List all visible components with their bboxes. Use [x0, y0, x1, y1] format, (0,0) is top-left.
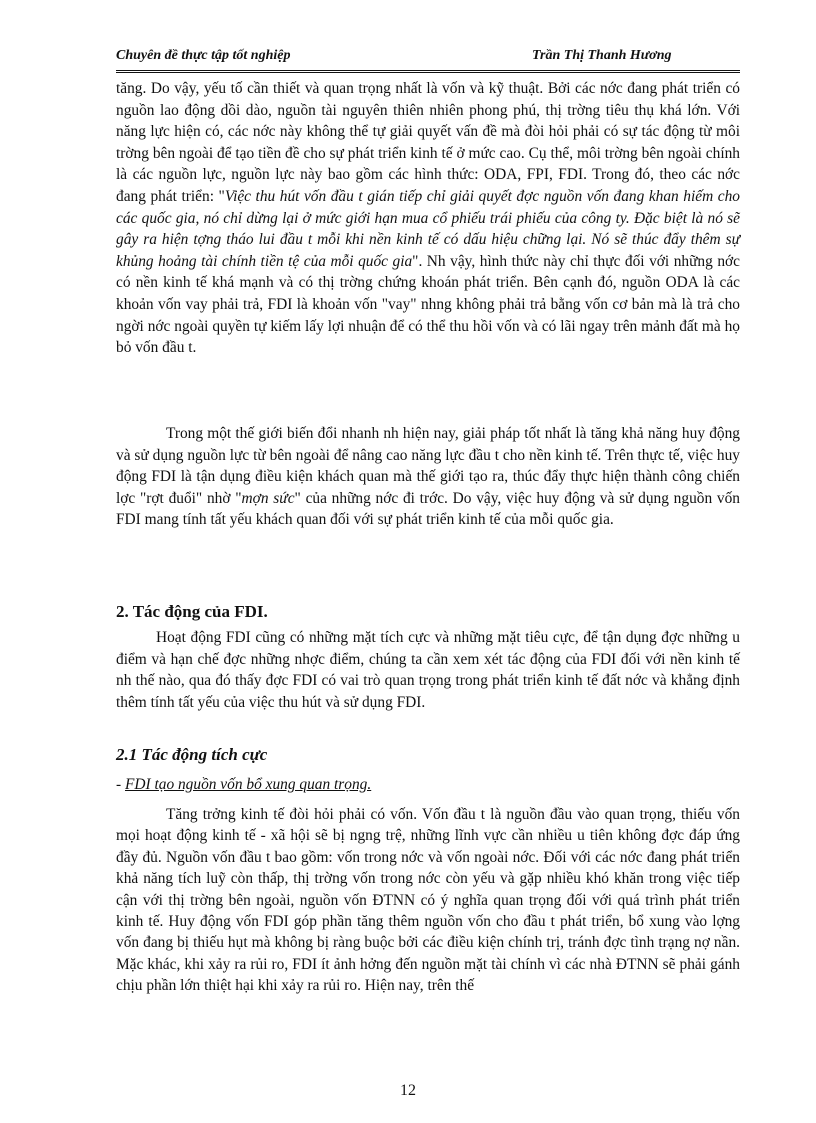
- paragraph-1-quote: Việc thu hút vốn đầu t gián tiếp chỉ giải quyết đợc nguồn vốn đang khan hiếm cho các quốc gia, nó chỉ dừng lại ở mức giới hạn mua cổ phiếu trái phiếu của công ty. Đặc biệt là nó sẽ gây ra hiện tợng tháo lui đầu t mỗi khi nền kinh tế có dấu hiệu chững lại. Nó sẽ thúc đẩy thêm sự khủng hoảng tài chính tiền tệ của mỗi quốc gia: [116, 187, 740, 270]
- paragraph-2-text-b: " của những nớc đi trớc. Do vậy, việc huy động và sử dụng nguồn vốn FDI mang tính tất yếu khách quan đối với sự phát triển kinh tế của mỗi quốc gia.: [116, 489, 740, 529]
- paragraph-2: [116, 423, 740, 531]
- bullet-dash: -: [116, 776, 125, 793]
- paragraph-2-quote: mợn sức: [241, 489, 295, 507]
- paragraph-2-text-a: Trong một thế giới biến đổi nhanh nh hiện nay, giải pháp tốt nhất là tăng khả năng huy động và sử dụng nguồn lực từ bên ngoài để nâng cao năng lực đầu t cho nền kinh tế. Trên thực tế, việc huy động FDI là tận dụng điều kiện khách quan mà thế giới tạo ra, thúc đẩy thực hiện thành công chiến lợc "rợt đuổi" nhờ ": [116, 425, 740, 507]
- paragraph-3: Hoạt động FDI cũng có những mặt tích cực và những mặt tiêu cực, để tận dụng đợc những u điểm và hạn chế đợc những nhợc điểm, chúng ta cần xem xét tác động của FDI đối với nền kinh tế nh thế nào, qua đó thấy đợc FDI có vai trò quan trọng trong phát triển kinh tế đất nớc và khẳng định thêm tính tất yếu của việc thu hút và sử dụng FDI.: [116, 629, 740, 711]
- page-number: 12: [400, 1082, 416, 1099]
- header-author: Trần Thị Thanh Hương: [532, 48, 672, 63]
- bullet-text: FDI tạo nguồn vốn bổ xung quan trọng.: [124, 776, 372, 793]
- paragraph-4: Tăng trởng kinh tế đòi hỏi phải có vốn. Vốn đầu t là nguồn đầu vào quan trọng, thiếu vốn mọi hoạt động kinh tế - xã hội sẽ bị ngng trệ, những lĩnh vực cần nhiều u tiên không đợc đáp ứng đầy đủ. Nguồn vốn đầu t bao gồm: vốn trong nớc và vốn ngoài nớc. Đối với các nớc đang phát triển khả năng tích luỹ còn thấp, thị trờng vốn trong nớc còn yếu và gặp nhiều khó khăn trong việc tiếp cận với thị trờng bên ngoài, nguồn vốn ĐTNN có ý nghĩa quan trọng đối với quá trình phát triển kinh tế. Huy động vốn FDI góp phần tăng thêm nguồn vốn cho đầu t phát triển, bổ xung vào lợng vốn đang bị thiếu hụt mà không bị ràng buộc bởi các điều kiện chính trị, tránh đợc tình trạng nợ nần. Mặc khác, khi xảy ra rủi ro, FDI ít ảnh hởng đến nguồn mặt tài chính vì các nhà ĐTNN sẽ phải gánh chịu phần lớn thiệt hại khi xảy ra rủi ro. Hiện nay, trên thế: [116, 806, 740, 995]
- header-title: Chuyên đề thực tập tốt nghiệp: [116, 48, 291, 63]
- header-divider: [116, 70, 740, 73]
- paragraph-1: [116, 78, 740, 359]
- bullet-item: [116, 776, 371, 794]
- subsection-heading: 2.1 Tác động tích cực: [116, 745, 268, 764]
- paragraph-1-text-a: tăng. Do vậy, yếu tố cần thiết và quan trọng nhất là vốn và kỹ thuật. Bởi các nớc đang phát triển có nguồn lao động dồi dào, nguồn tài nguyên thiên nhiên phong phú, thị trờng tiêu thụ khá lớn. Với năng lực hiện có, các nớc này không thể tự giải quyết vấn đề mà đòi hỏi phải có sự tác động từ môi trờng bên ngoài để tạo tiền đề cho sự phát triển kinh tế ở mức cao. Cụ thể, môi trờng bên ngoài chính là các nguồn lực, nguồn lực này bao gồm các hình thức: ODA, FPI, FDI. Trong đó, theo các nớc đang phát triển: ": [116, 80, 740, 205]
- section-heading: 2. Tác động của FDI.: [116, 602, 268, 621]
- running-header: [116, 48, 740, 68]
- paragraph-1-text-b: ". Nh vậy, hình thức này chỉ thực đối với những nớc có nền kinh tế khá mạnh và có thị trờng chứng khoán phát triển. Bên cạnh đó, nguồn ODA là các khoản vốn vay phải trả, FDI là khoản vốn "vay" nhng không phải trả bằng vốn cơ bản mà là trả cho ngời nớc ngoài quyền tự kiếm lấy lợi nhuận để có thể thu hồi vốn và có lãi ngay trên mảnh đất mà họ bỏ vốn đầu t.: [116, 252, 740, 357]
